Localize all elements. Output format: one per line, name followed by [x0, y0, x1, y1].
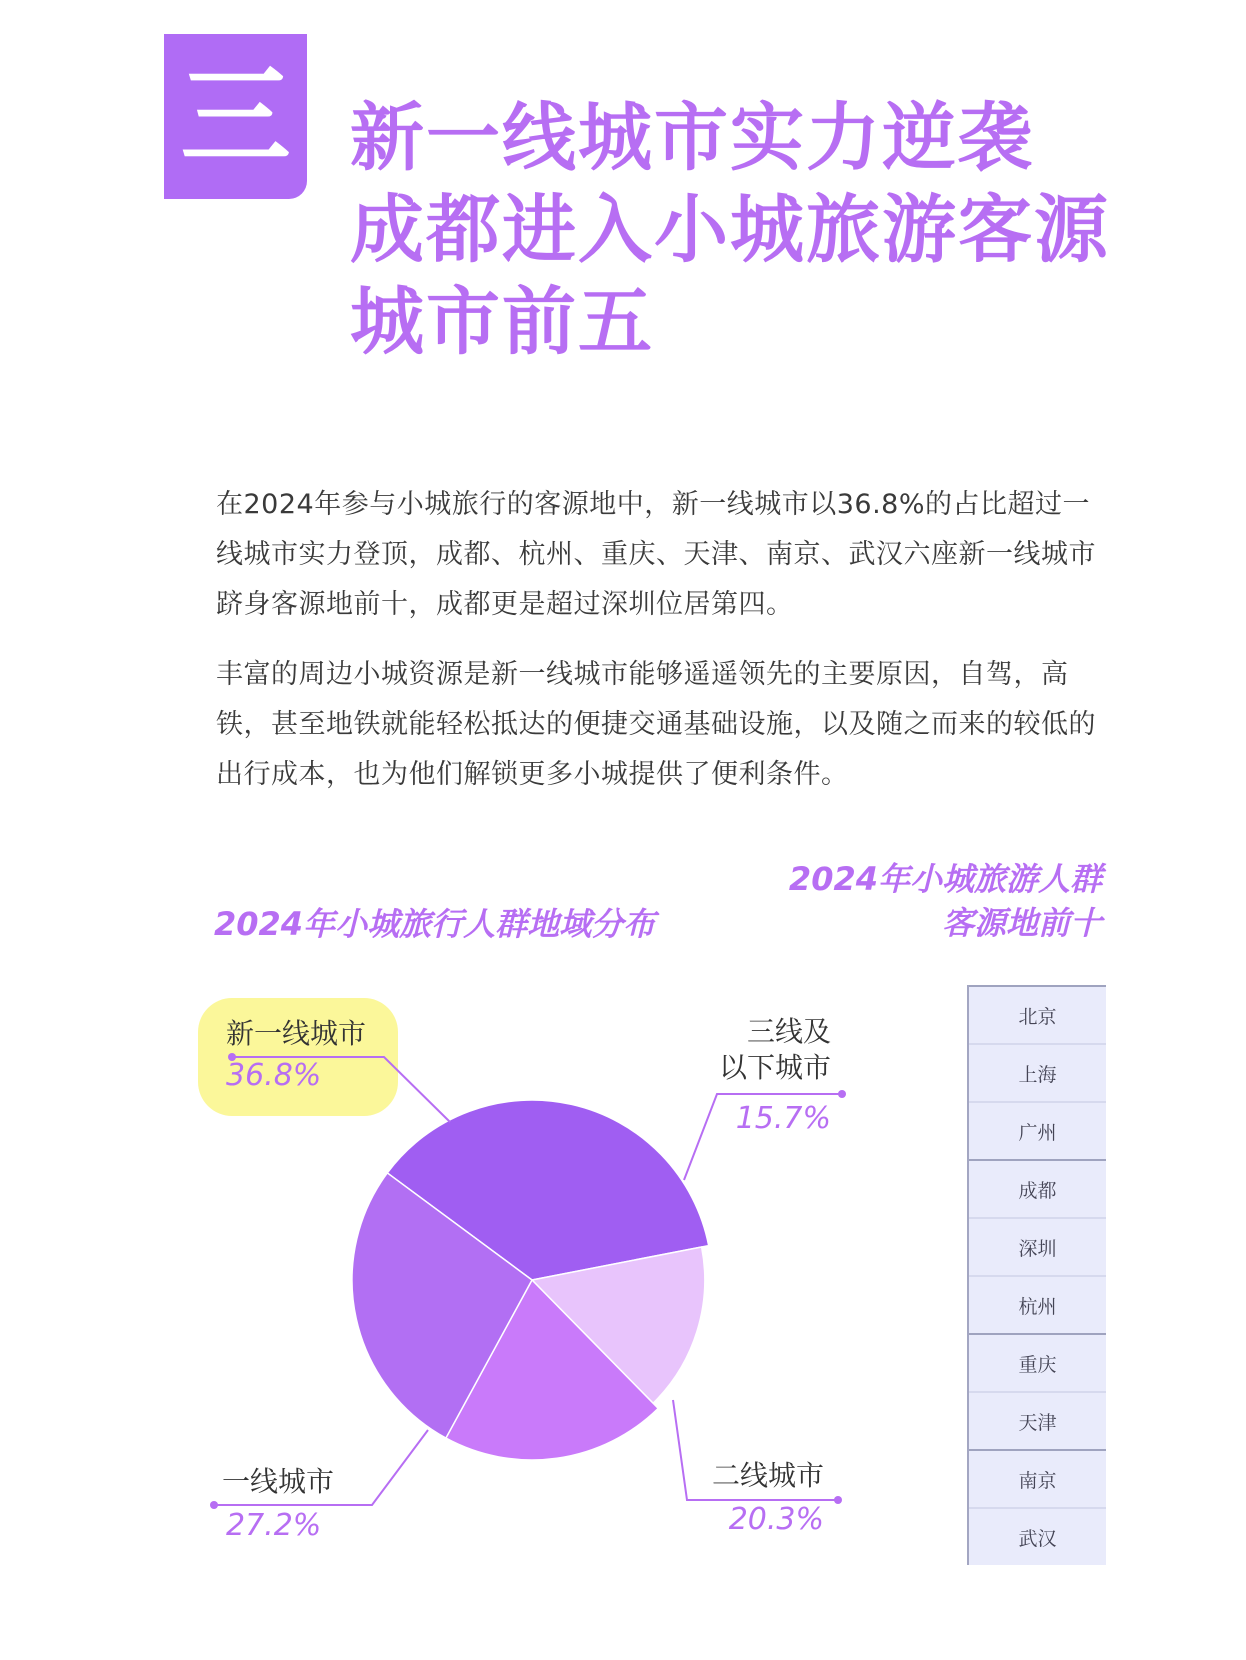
headline-line-2: 成都进入小城旅游客源 [350, 187, 1110, 273]
section-number: 三 [180, 52, 291, 181]
paragraph-1: 在2024年参与小城旅行的客源地中，新一线城市以36.8%的占比超过一线城市实力登顶，成都、杭州、重庆、天津、南京、武汉六座新一线城市跻身客源地前十，成都更是超过深圳位居第四。 [216, 489, 1096, 620]
pct-tier2: 20.3% [728, 1502, 824, 1537]
table-row: 杭州 [969, 1275, 1106, 1333]
leader-tier1-dot [210, 1501, 218, 1509]
paragraph-2: 丰富的周边小城资源是新一线城市能够遥遥领先的主要原因，自驾，高铁，甚至地铁就能轻松抵达的便捷交通基础设施，以及随之而来的较低的出行成本，也为他们解锁更多小城提供了便利条件。 [216, 659, 1096, 790]
table-row: 广州 [969, 1101, 1106, 1159]
label-tier3-below-line2: 以下城市 [718, 1051, 831, 1084]
pct-new-tier1: 36.8% [226, 1058, 322, 1093]
table-row: 天津 [969, 1391, 1106, 1449]
table-row: 武汉 [969, 1507, 1106, 1565]
pct-tier1: 27.2% [226, 1508, 322, 1543]
table-row: 成都 [969, 1159, 1106, 1217]
pct-tier3-below: 15.7% [735, 1101, 831, 1136]
pie-chart-title: 2024年小城旅行人群地域分布 [214, 905, 656, 943]
table-row: 北京 [969, 985, 1106, 1043]
headline-line-1: 新一线城市实力逆袭 [350, 95, 1034, 181]
leader-tier2-dot [834, 1496, 842, 1504]
table-row: 深圳 [969, 1217, 1106, 1275]
label-new-tier1: 新一线城市 [226, 1017, 367, 1050]
table-row: 上海 [969, 1043, 1106, 1101]
table-row: 重庆 [969, 1333, 1106, 1391]
label-tier3-below-line1: 三线及 [746, 1015, 831, 1048]
label-tier1: 一线城市 [222, 1465, 335, 1498]
table-title-line-2: 客源地前十 [941, 904, 1102, 942]
ranking-table [967, 985, 1106, 1565]
table-title-line-1: 2024年小城旅游人群 [788, 860, 1102, 898]
leader-tier3-below-dot [838, 1090, 846, 1098]
table-row: 南京 [969, 1449, 1106, 1507]
headline-line-3: 城市前五 [350, 279, 654, 365]
label-tier2: 二线城市 [711, 1459, 824, 1492]
